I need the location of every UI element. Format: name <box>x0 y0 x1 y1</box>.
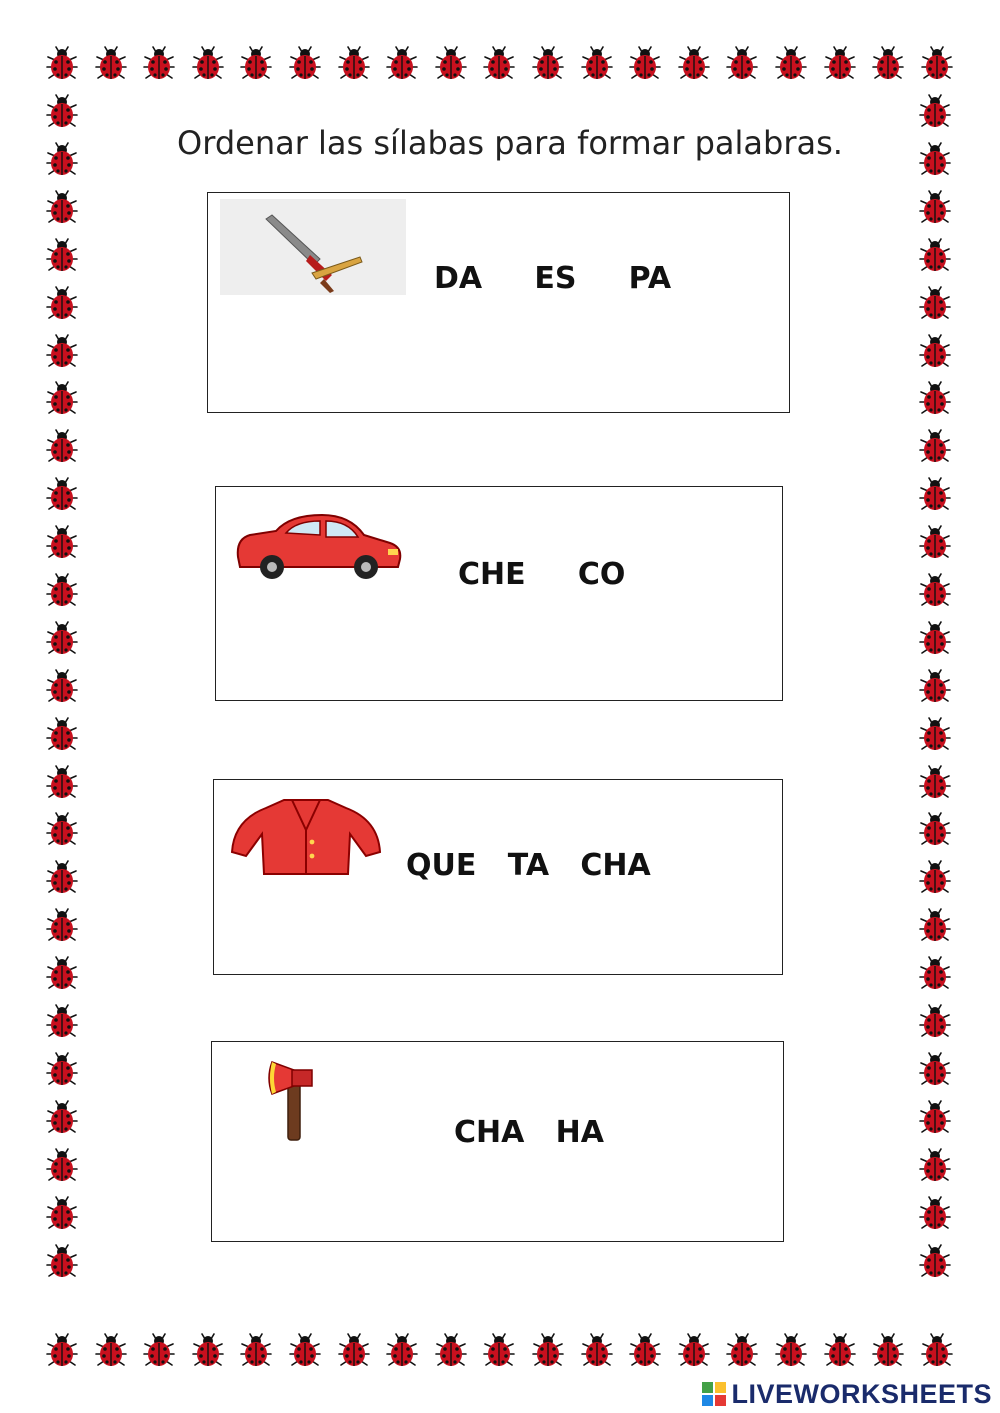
ladybug-icon <box>581 1333 613 1369</box>
ladybug-icon <box>192 1333 224 1369</box>
ladybug-icon <box>872 46 904 82</box>
syllables-4: CHA HA <box>454 1115 604 1150</box>
ladybug-icon <box>483 1333 515 1369</box>
ladybug-icon <box>919 717 951 753</box>
ladybug-icon <box>95 1333 127 1369</box>
ladybug-icon <box>435 46 467 82</box>
exercise-card-3 <box>213 779 783 975</box>
ladybug-icon <box>46 1100 78 1136</box>
ladybug-icon <box>919 1196 951 1232</box>
syllables-1: DA ES PA <box>434 261 672 296</box>
ladybug-icon <box>919 429 951 465</box>
ladybug-icon <box>46 334 78 370</box>
ladybug-icon <box>629 46 661 82</box>
ladybug-icon <box>338 46 370 82</box>
ladybug-icon <box>824 46 856 82</box>
ladybug-icon <box>46 1004 78 1040</box>
ladybug-icon <box>919 286 951 322</box>
liveworksheets-branding <box>701 1379 992 1409</box>
ladybug-icon <box>919 812 951 848</box>
axe-picture <box>264 1056 320 1144</box>
ladybug-icon <box>46 190 78 226</box>
ladybug-icon <box>919 1148 951 1184</box>
ladybug-icon <box>581 46 613 82</box>
ladybug-icon <box>678 46 710 82</box>
ladybug-icon <box>46 46 78 82</box>
syllables-3: QUE TA CHA <box>406 848 651 883</box>
ladybug-icon <box>919 860 951 896</box>
ladybug-icon <box>824 1333 856 1369</box>
ladybug-icon <box>46 429 78 465</box>
ladybug-icon <box>629 1333 661 1369</box>
ladybug-icon <box>919 669 951 705</box>
ladybug-icon <box>919 525 951 561</box>
car-picture <box>230 509 406 583</box>
ladybug-icon <box>46 1333 78 1369</box>
ladybug-icon <box>919 1004 951 1040</box>
ladybug-icon <box>483 46 515 82</box>
ladybug-icon <box>775 46 807 82</box>
ladybug-icon <box>289 46 321 82</box>
ladybug-icon <box>46 717 78 753</box>
ladybug-icon <box>921 46 953 82</box>
instruction-title: Ordenar las sílabas para formar palabras. <box>177 124 843 162</box>
ladybug-icon <box>95 46 127 82</box>
ladybug-icon <box>46 765 78 801</box>
ladybug-icon <box>386 1333 418 1369</box>
ladybug-icon <box>726 46 758 82</box>
syllables-2: CHE CO <box>458 557 626 592</box>
ladybug-icon <box>46 381 78 417</box>
ladybug-icon <box>919 956 951 992</box>
ladybug-icon <box>143 1333 175 1369</box>
ladybug-icon <box>46 286 78 322</box>
ladybug-icon <box>726 1333 758 1369</box>
ladybug-icon <box>46 573 78 609</box>
ladybug-icon <box>289 1333 321 1369</box>
ladybug-icon <box>919 381 951 417</box>
jacket-picture <box>228 794 384 876</box>
ladybug-icon <box>46 860 78 896</box>
ladybug-icon <box>532 46 564 82</box>
ladybug-icon <box>46 812 78 848</box>
ladybug-icon <box>532 1333 564 1369</box>
ladybug-icon <box>46 1052 78 1088</box>
ladybug-icon <box>919 190 951 226</box>
sword-picture <box>220 199 406 295</box>
ladybug-icon <box>919 334 951 370</box>
ladybug-icon <box>46 1148 78 1184</box>
ladybug-icon <box>872 1333 904 1369</box>
ladybug-icon <box>46 525 78 561</box>
ladybug-icon <box>46 956 78 992</box>
ladybug-icon <box>386 46 418 82</box>
ladybug-icon <box>46 477 78 513</box>
ladybug-icon <box>919 1244 951 1280</box>
ladybug-icon <box>919 477 951 513</box>
ladybug-icon <box>678 1333 710 1369</box>
branding-text: LIVEWORKSHEETS <box>731 1378 992 1409</box>
ladybug-icon <box>919 1100 951 1136</box>
exercise-card-1 <box>207 192 790 413</box>
ladybug-icon <box>46 238 78 274</box>
ladybug-icon <box>919 908 951 944</box>
ladybug-icon <box>919 238 951 274</box>
ladybug-icon <box>919 621 951 657</box>
ladybug-icon <box>46 669 78 705</box>
ladybug-icon <box>143 46 175 82</box>
ladybug-icon <box>46 621 78 657</box>
ladybug-icon <box>46 1196 78 1232</box>
liveworksheets-logo-icon <box>701 1381 727 1407</box>
ladybug-icon <box>435 1333 467 1369</box>
ladybug-icon <box>338 1333 370 1369</box>
ladybug-icon <box>775 1333 807 1369</box>
ladybug-icon <box>919 765 951 801</box>
exercise-card-2 <box>215 486 783 701</box>
exercise-card-4 <box>211 1041 784 1242</box>
ladybug-icon <box>919 1052 951 1088</box>
ladybug-icon <box>240 46 272 82</box>
ladybug-icon <box>919 573 951 609</box>
ladybug-icon <box>921 1333 953 1369</box>
ladybug-icon <box>240 1333 272 1369</box>
ladybug-icon <box>46 908 78 944</box>
ladybug-icon <box>192 46 224 82</box>
ladybug-icon <box>46 1244 78 1280</box>
